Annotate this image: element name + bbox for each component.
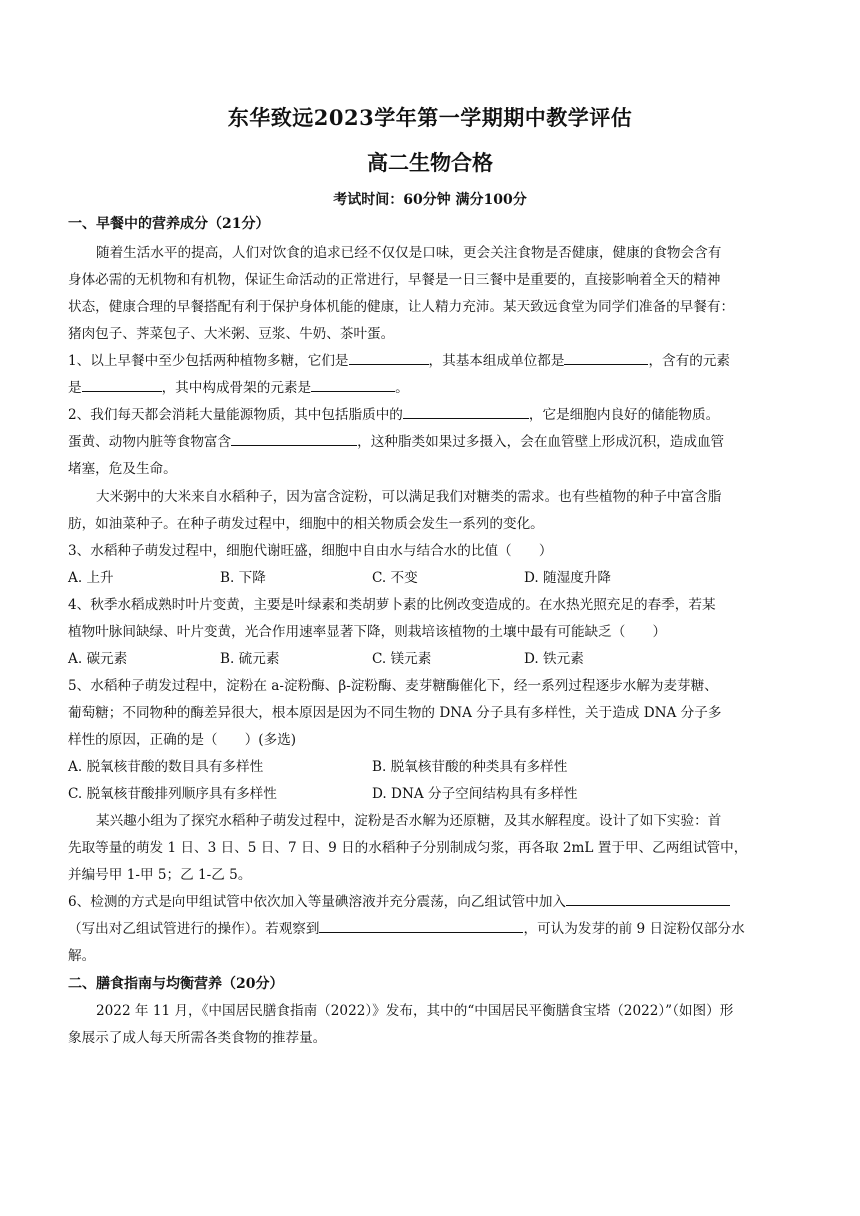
- section2-intro-line: 象展示了成人每天所需各类食物的推荐量。: [68, 1030, 327, 1046]
- answer-blank[interactable]: [349, 349, 429, 365]
- question-5-stem: 样性的原因，正确的是（ ）(多选): [68, 732, 297, 748]
- section1-intro-line: 随着生活水平的提高，人们对饮食的追求已经不仅仅是口味，更会关注食物是否健康，健康的食物会含有: [96, 245, 722, 261]
- question-5-option-d[interactable]: D. DNA 分子空间结构具有多样性: [372, 786, 578, 802]
- question-3-stem: 3、水稻种子萌发过程中，细胞代谢旺盛，细胞中自由水与结合水的比值（ ）: [68, 543, 553, 559]
- section1-heading: 一、早餐中的营养成分（21分）: [68, 216, 270, 232]
- question-4-option-d[interactable]: D. 铁元素: [524, 651, 584, 667]
- exam-subtitle: 高二生物合格: [367, 150, 493, 175]
- question-6-line1: 6、检测的方式是向甲组试管中依次加入等量碘溶液并充分震荡，向乙组试管中加入: [68, 890, 794, 914]
- paragraph-line: 大米粥中的大米来自水稻种子，因为富含淀粉，可以满足我们对糖类的需求。也有些植物的种子中富含脂: [96, 489, 722, 505]
- question-6-line2: （写出对乙组试管进行的操作）。若观察到 ，可认为发芽的前 9 日淀粉仅部分水: [68, 917, 794, 941]
- question-2-line3: 堵塞，危及生命。: [68, 461, 177, 477]
- question-2-line1: 2、我们每天都会消耗大量能源物质，其中包括脂质中的 ，它是细胞内良好的储能物质。: [68, 403, 794, 427]
- question-4-option-a[interactable]: A. 碳元素: [68, 651, 128, 667]
- question-4-option-b[interactable]: B. 硫元素: [220, 651, 280, 667]
- answer-blank[interactable]: [231, 430, 357, 446]
- question-3-option-a[interactable]: A. 上升: [68, 570, 114, 586]
- answer-blank[interactable]: [311, 376, 395, 392]
- question-2-line2: 蛋黄、动物内脏等食物富含 ，这种脂类如果过多摄入，会在血管壁上形成沉积，造成血管: [68, 430, 794, 454]
- answer-blank[interactable]: [566, 890, 730, 906]
- question-3-option-b[interactable]: B. 下降: [220, 570, 266, 586]
- paragraph-line: 先取等量的萌发 1 日、3 日、5 日、7 日、9 日的水稻种子分别制成匀浆，再各取 2mL 置于甲、乙两组试管中，: [68, 840, 748, 856]
- question-4-option-c[interactable]: C. 镁元素: [372, 651, 432, 667]
- paragraph-line: 肪，如油菜种子。在种子萌发过程中，细胞中的相关物质会发生一系列的变化。: [68, 516, 544, 532]
- answer-blank[interactable]: [319, 917, 523, 933]
- answer-blank[interactable]: [82, 376, 162, 392]
- question-5-stem: 葡萄糖；不同物种的酶差异很大，根本原因是因为不同生物的 DNA 分子具有多样性，关于造成 DNA 分子多: [68, 705, 722, 721]
- question-5-option-b[interactable]: B. 脱氧核苷酸的种类具有多样性: [372, 759, 568, 775]
- question-4-stem: 4、秋季水稻成熟时叶片变黄，主要是叶绿素和类胡萝卜素的比例改变造成的。在水热光照充足的春季，若某: [68, 597, 716, 613]
- section1-intro-line: 猪肉包子、荠菜包子、大米粥、豆浆、牛奶、茶叶蛋。: [68, 326, 395, 342]
- question-1-line1: 1、以上早餐中至少包括两种植物多糖，它们是 ，其基本组成单位都是 ，含有的元素: [68, 349, 794, 373]
- section1-intro-line: 状态，健康合理的早餐搭配有利于保护身体机能的健康，让人精力充沛。某天致远食堂为同学们准备的早餐有：: [68, 299, 735, 315]
- answer-blank[interactable]: [564, 349, 648, 365]
- section2-heading: 二、膳食指南与均衡营养（20分）: [68, 976, 284, 992]
- question-4-stem: 植物叶脉间缺绿、叶片变黄，光合作用速率显著下降，则栽培该植物的土壤中最有可能缺乏（ ）: [68, 624, 667, 640]
- question-3-option-c[interactable]: C. 不变: [372, 570, 418, 586]
- question-1-line2: 是 ，其中构成骨架的元素是 。: [68, 376, 794, 400]
- paragraph-line: 并编号甲 1-甲 5；乙 1-乙 5。: [68, 867, 252, 883]
- exam-title: 东华致远2023学年第一学期期中教学评估: [227, 105, 633, 130]
- question-5-option-c[interactable]: C. 脱氧核苷酸排列顺序具有多样性: [68, 786, 277, 802]
- question-5-stem: 5、水稻种子萌发过程中，淀粉在 a-淀粉酶、β-淀粉酶、麦芽糖酶催化下，经一系列过程逐步水解为麦芽糖、: [68, 678, 718, 694]
- answer-blank[interactable]: [403, 403, 529, 419]
- question-3-option-d[interactable]: D. 随湿度升降: [524, 570, 612, 586]
- question-6-line3: 解。: [68, 948, 96, 964]
- section2-intro-line: 2022 年 11 月，《中国居民膳食指南（2022）》发布，其中的“中国居民平衡膳食宝塔（2022）”（如图）形: [96, 1003, 734, 1019]
- section1-intro-line: 身体必需的无机物和有机物，保证生命活动的正常进行，早餐是一日三餐中是重要的，直接影响着全天的精神: [68, 272, 721, 288]
- paragraph-line: 某兴趣小组为了探究水稻种子萌发过程中，淀粉是否水解为还原糖，及其水解程度。设计了如下实验：首: [96, 813, 722, 829]
- question-5-option-a[interactable]: A. 脱氧核苷酸的数目具有多样性: [68, 759, 264, 775]
- exam-info: 考试时间：60分钟 满分100分: [333, 192, 527, 208]
